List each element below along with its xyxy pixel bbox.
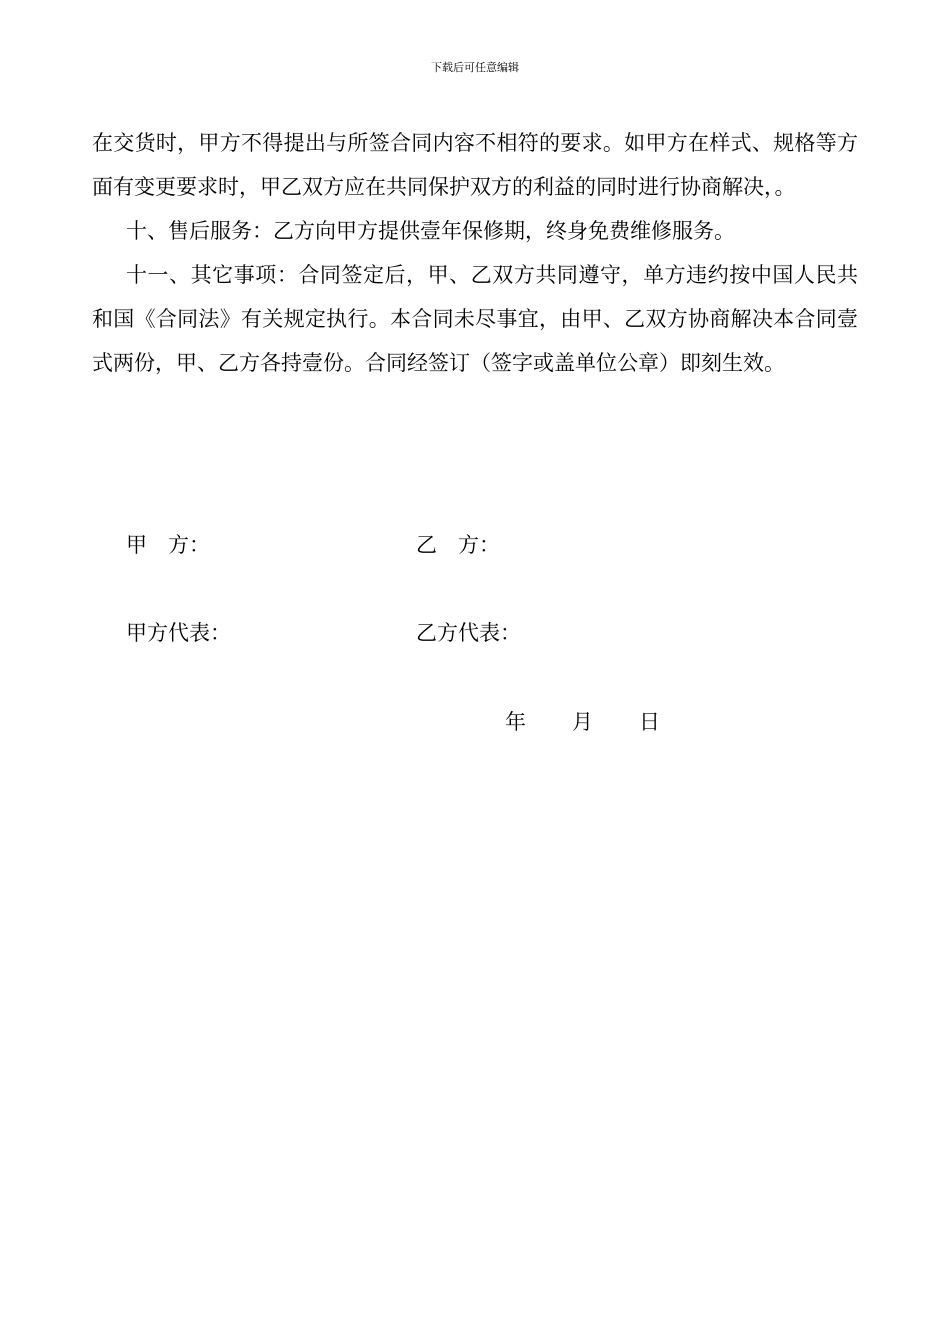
paragraph-other-matters: 十一、其它事项：合同签定后，甲、乙双方共同遵守，单方违约按中国人民共和国《合同法》有关规定执行。本合同未尽事宜，由甲、乙双方协商解决本合同壹式两份，甲、乙方各持壹份。合同经签订（签字或盖单位公章）即刻生效。	[92, 263, 858, 375]
paragraph-after-sales: 十、售后服务：乙方向甲方提供壹年保修期，终身免费维修服务。	[126, 219, 735, 243]
date-day-label: 日	[639, 710, 660, 734]
party-a-label: 甲 方：	[126, 533, 210, 557]
party-b-representative-label: 乙方代表：	[416, 621, 521, 645]
party-b-label: 乙 方：	[416, 533, 500, 557]
party-a-representative-label: 甲方代表：	[126, 621, 231, 645]
page-header: 下载后可任意编辑	[431, 61, 519, 74]
paragraph-delivery: 在交货时，甲方不得提出与所签合同内容不相符的要求。如甲方在样式、规格等方面有变更要求时，甲乙双方应在共同保护双方的利益的同时进行协商解决，。	[92, 131, 858, 199]
contract-body	[92, 121, 858, 385]
date-year-label: 年	[505, 710, 526, 734]
date-month-label: 月	[572, 710, 593, 734]
